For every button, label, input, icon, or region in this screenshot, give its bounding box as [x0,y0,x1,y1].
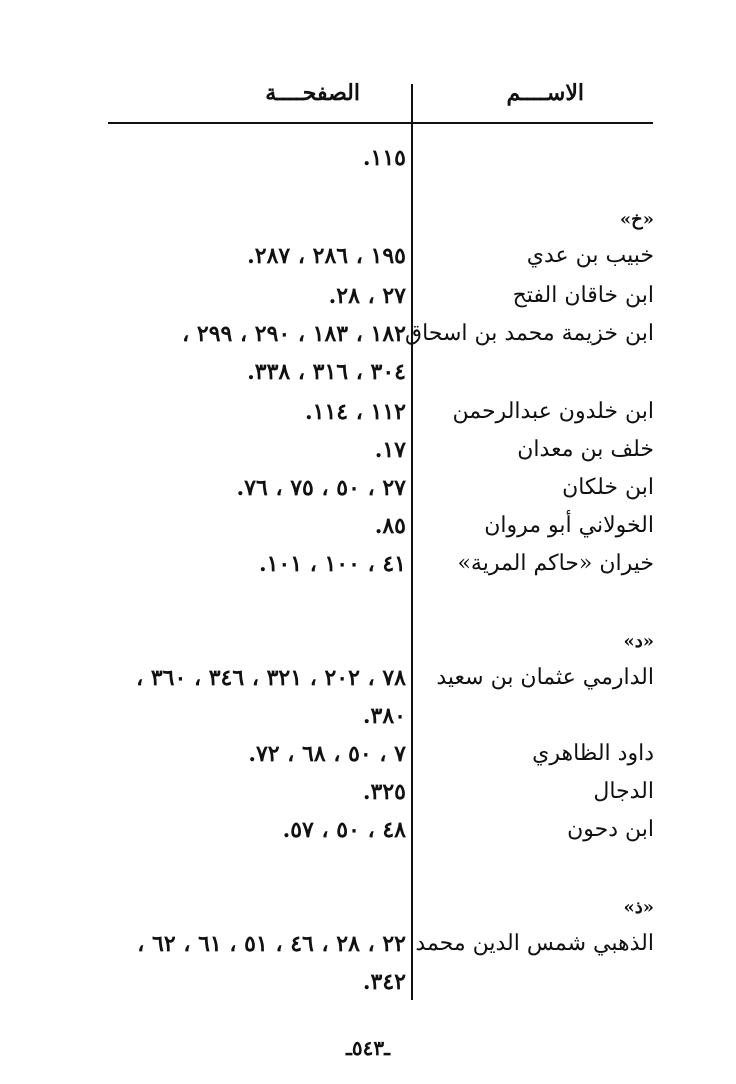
letter-heading-kha [0,202,736,238]
page-refs: ١٨٢ ، ١٨٣ ، ٢٩٠ ، ٢٩٩ ، [182,321,406,347]
index-row [0,394,736,430]
index-row [0,926,736,962]
page-refs: ٨٥. [374,513,406,539]
index-row [0,470,736,506]
page-refs: ٣٢٥. [362,779,406,805]
index-row [0,736,736,772]
entry-name: ابن خلكان [562,475,654,500]
page-refs: ٧ ، ٥٠ ، ٦٨ ، ٧٢. [248,741,406,767]
page-refs: ١١٢ ، ١١٤. [305,399,406,425]
entry-name: داود الظاهري [532,741,654,766]
column-header-page: الصفحــــة [265,80,360,106]
page-refs: ٢٧ ، ٢٨. [328,283,406,309]
index-row [0,964,736,1000]
page-refs: ٣٠٤ ، ٣١٦ ، ٣٣٨. [247,359,406,385]
letter-heading: «ذ» [623,897,654,918]
entry-name: ابن خزيمة محمد بن اسحاق [405,321,654,346]
page-refs: ١٩٥ ، ٢٨٦ ، ٢٨٧. [247,243,406,269]
index-row [0,140,736,176]
index-row [0,812,736,848]
page-refs: ١٧. [374,437,406,463]
index-row [0,432,736,468]
entry-name: خبيب بن عدي [526,243,654,268]
index-row [0,546,736,582]
letter-heading-dal [0,624,736,660]
entry-name: ابن خلدون عبدالرحمن [452,399,654,424]
page-refs: ٢٢ ، ٢٨ ، ٤٦ ، ٥١ ، ٦١ ، ٦٢ ، [137,931,406,957]
index-row [0,508,736,544]
page-refs: ٤٨ ، ٥٠ ، ٥٧. [282,817,406,843]
page-refs: ٣٤٢. [362,969,406,995]
entry-name: الدجال [593,779,654,804]
entry-name: الذهبي شمس الدين محمد [415,931,654,956]
index-row [0,660,736,696]
entry-name: الخولاني أبو مروان [484,513,654,538]
page-number: ـ٥٤٣ـ [346,1036,390,1060]
index-row [0,698,736,734]
page-refs: ١١٥. [362,145,406,171]
index-row [0,774,736,810]
page-refs: ٧٨ ، ٢٠٢ ، ٣٢١ ، ٣٤٦ ، ٣٦٠ ، [136,665,406,691]
column-header-name: الاســــم [506,80,584,106]
letter-heading: «د» [623,631,654,652]
index-row [0,316,736,352]
index-row [0,238,736,274]
entry-name: الدارمي عثمان بن سعيد [436,665,654,690]
letter-heading-dhal [0,890,736,926]
page-refs: ٢٧ ، ٥٠ ، ٧٥ ، ٧٦. [236,475,406,501]
entry-name: ابن دحون [567,817,654,842]
header-rule [108,122,653,124]
index-row [0,354,736,390]
entry-name: ابن خاقان الفتح [512,283,654,308]
page-refs: ٣٨٠. [362,703,406,729]
index-row [0,278,736,314]
entry-name: خلف بن معدان [517,437,654,462]
entry-name: خيران «حاكم المرية» [457,551,654,576]
letter-heading: «خ» [619,209,654,230]
page-refs: ٤١ ، ١٠٠ ، ١٠١. [258,551,406,577]
